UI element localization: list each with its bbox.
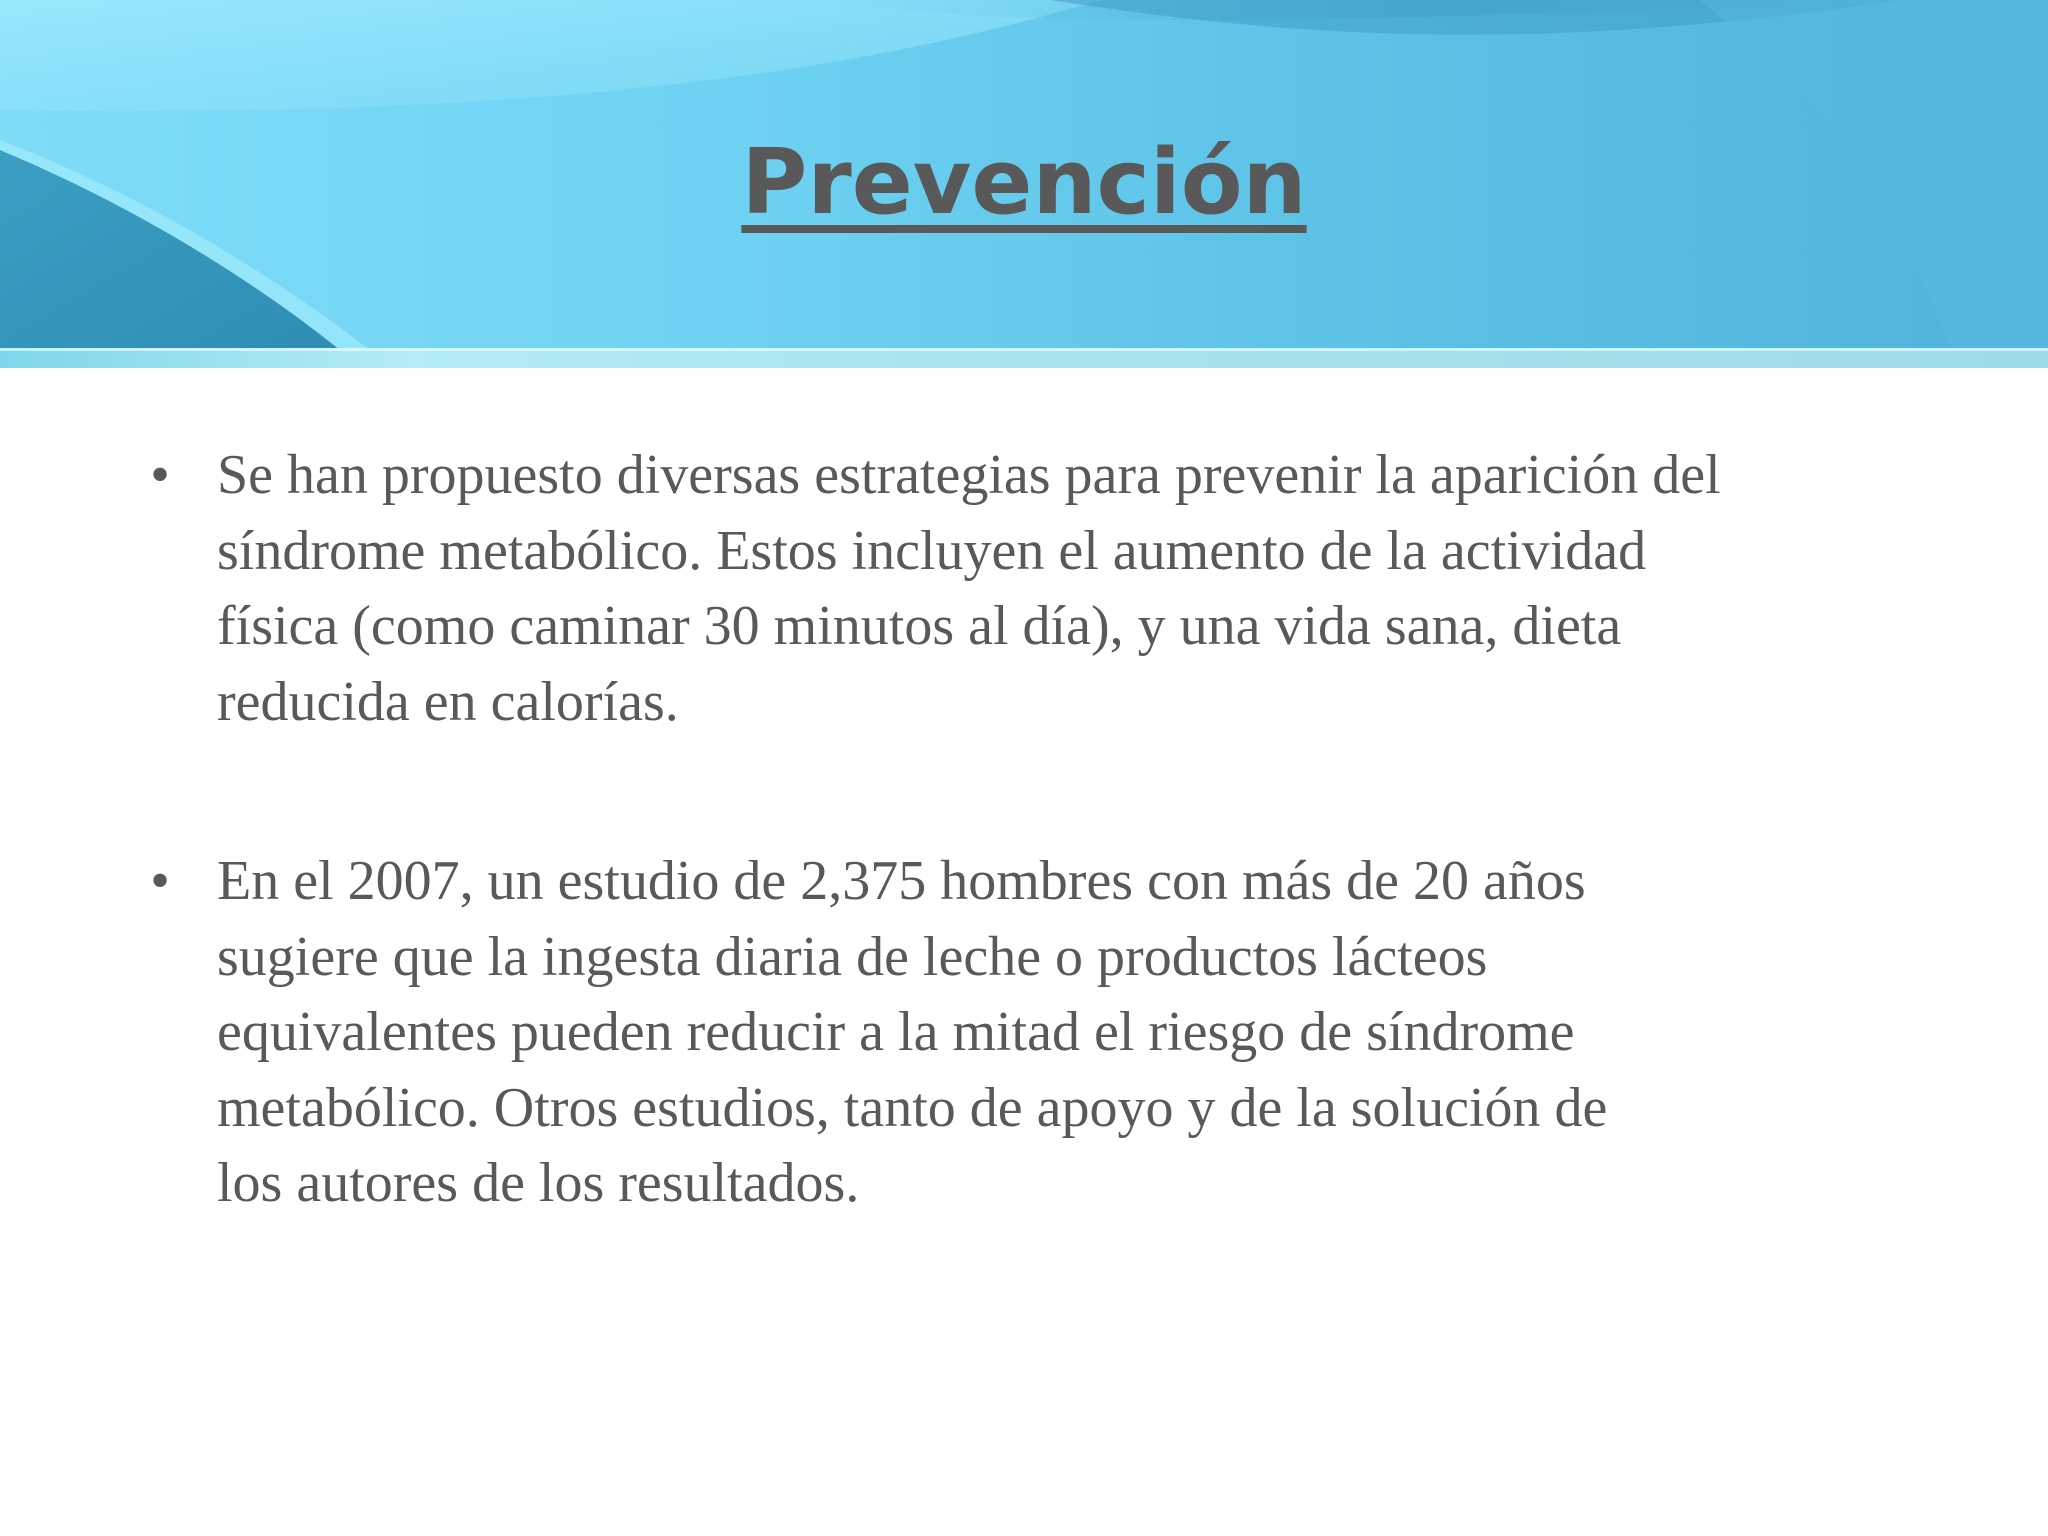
bullet-text-line: síndrome metabólico. Estos incluyen el aumento de la actividad [217, 519, 1647, 582]
bullet-text-line: metabólico. Otros estudios, tanto de apoyo y de la solución de [217, 1076, 1608, 1139]
slide-title [0, 128, 2048, 238]
bullet-item [140, 844, 1900, 1222]
slide-title-text: Prevención [741, 130, 1307, 235]
bullet-text-line: reducida en calorías. [217, 670, 679, 733]
bullet-text-line: los autores de los resultados. [217, 1152, 860, 1214]
bullet-text-line: Se han propuesto diversas estrategias para prevenir la aparición del [217, 444, 1721, 506]
bullet-text-line: equivalentes pueden reducir a la mitad el riesgo de síndrome [217, 1001, 1575, 1063]
bullet-list [140, 438, 1900, 1222]
bullet-text-line: física (como caminar 30 minutos al día), y una vida sana, dieta [217, 595, 1622, 657]
bullet-text-line: sugiere que la ingesta diaria de leche o productos lácteos [217, 925, 1488, 988]
bullet-item [140, 438, 1900, 740]
bullet-marker: • [150, 850, 170, 912]
bullet-text-line: En el 2007, un estudio de 2,375 hombres con más de 20 años [217, 850, 1586, 912]
bullet-marker: • [150, 444, 170, 506]
